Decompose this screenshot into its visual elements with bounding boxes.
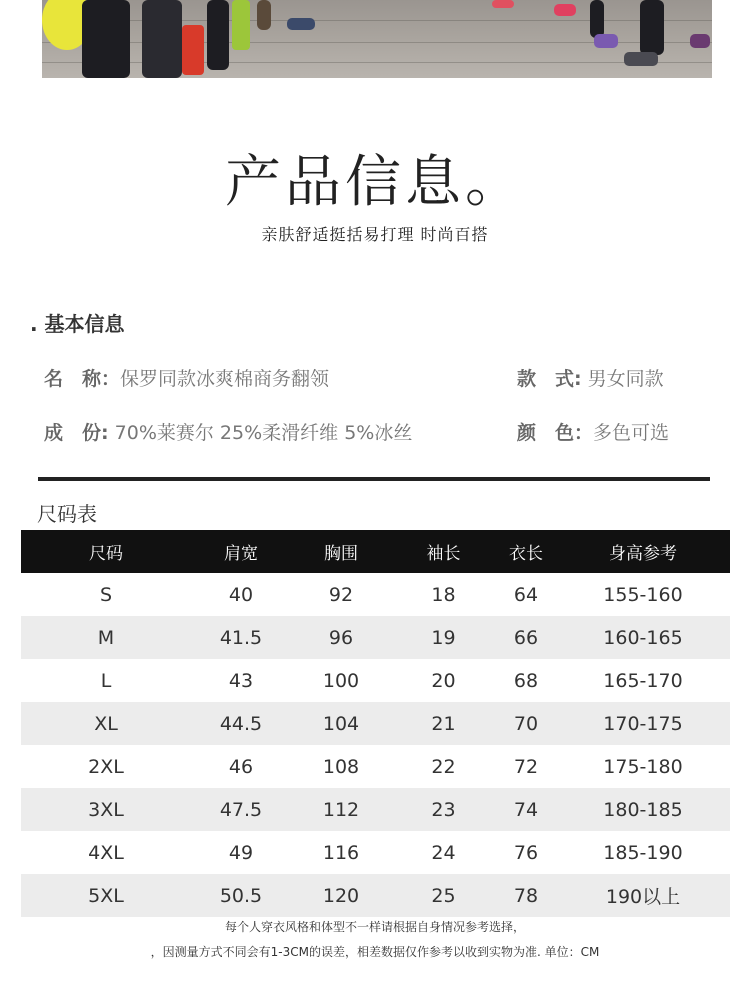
info-color-row xyxy=(517,418,669,445)
name-label: 名 称： xyxy=(44,368,121,390)
cell-chest: 92 xyxy=(291,573,391,616)
cell-sleeve: 22 xyxy=(391,745,496,788)
cell-height: 180-185 xyxy=(556,788,730,831)
cell-size: XL xyxy=(21,702,191,745)
cell-chest: 100 xyxy=(291,659,391,702)
cell-length: 78 xyxy=(496,874,556,917)
cell-size: 5XL xyxy=(21,874,191,917)
basic-info-heading: . 基本信息 xyxy=(30,312,125,336)
cell-shoulder: 46 xyxy=(191,745,291,788)
size-chart-title: 尺码表 xyxy=(37,502,97,526)
table-row xyxy=(21,874,730,917)
material-value: 70%莱赛尔 25%柔滑纤维 5%冰丝 xyxy=(108,422,413,444)
runner-leg xyxy=(257,0,271,30)
size-table xyxy=(21,530,730,917)
table-row xyxy=(21,573,730,616)
runner-leg xyxy=(640,0,664,55)
banner-photo xyxy=(42,0,712,78)
cell-shoulder: 44.5 xyxy=(191,702,291,745)
header-sleeve: 袖长 xyxy=(391,530,496,573)
cell-length: 72 xyxy=(496,745,556,788)
cell-chest: 112 xyxy=(291,788,391,831)
shoe-shape xyxy=(554,4,576,16)
table-row xyxy=(21,616,730,659)
header-length: 衣长 xyxy=(496,530,556,573)
cell-size: S xyxy=(21,573,191,616)
table-row xyxy=(21,745,730,788)
shoe-shape xyxy=(594,34,618,48)
runner-leg xyxy=(142,0,182,78)
color-label: 颜 色： xyxy=(517,422,594,444)
cell-sleeve: 25 xyxy=(391,874,496,917)
cell-length: 76 xyxy=(496,831,556,874)
cell-sleeve: 21 xyxy=(391,702,496,745)
cell-size: 2XL xyxy=(21,745,191,788)
cell-length: 70 xyxy=(496,702,556,745)
name-value: 保罗同款冰爽棉商务翻领 xyxy=(120,368,330,390)
header-size: 尺码 xyxy=(21,530,191,573)
cell-sleeve: 24 xyxy=(391,831,496,874)
runner-leg xyxy=(207,0,229,70)
shoe-shape xyxy=(624,52,658,66)
cell-height: 175-180 xyxy=(556,745,730,788)
cell-height: 155-160 xyxy=(556,573,730,616)
color-value: 多色可选 xyxy=(593,422,670,444)
material-label: 成 份: xyxy=(44,422,109,444)
cell-shoulder: 50.5 xyxy=(191,874,291,917)
cell-size: L xyxy=(21,659,191,702)
footnote-fit: 每个人穿衣风格和体型不一样请根据自身情况参考选择， xyxy=(224,920,525,934)
cell-length: 74 xyxy=(496,788,556,831)
header-chest: 胸围 xyxy=(291,530,391,573)
page-title: 产品信息。 xyxy=(225,150,525,215)
cell-chest: 116 xyxy=(291,831,391,874)
info-name-row xyxy=(44,364,329,391)
cell-chest: 108 xyxy=(291,745,391,788)
cell-length: 64 xyxy=(496,573,556,616)
shoe-shape xyxy=(492,0,514,8)
cell-sleeve: 20 xyxy=(391,659,496,702)
table-row xyxy=(21,702,730,745)
cell-height: 185-190 xyxy=(556,831,730,874)
shoe-shape xyxy=(690,34,710,48)
table-row xyxy=(21,788,730,831)
cell-shoulder: 47.5 xyxy=(191,788,291,831)
shoe-shape xyxy=(287,18,315,30)
cell-shoulder: 49 xyxy=(191,831,291,874)
table-header-row xyxy=(21,530,730,573)
cell-shoulder: 43 xyxy=(191,659,291,702)
cell-height: 170-175 xyxy=(556,702,730,745)
green-bag-shape xyxy=(232,0,250,50)
style-value: 男女同款 xyxy=(581,368,664,390)
section-divider xyxy=(38,477,710,481)
cell-length: 66 xyxy=(496,616,556,659)
runner-leg xyxy=(82,0,130,78)
info-material-row xyxy=(44,418,412,445)
cell-sleeve: 23 xyxy=(391,788,496,831)
page-subtitle: 亲肤舒适挺括易打理 时尚百搭 xyxy=(261,225,489,244)
header-shoulder: 肩宽 xyxy=(191,530,291,573)
info-style-row xyxy=(517,364,664,391)
cell-length: 68 xyxy=(496,659,556,702)
footnote-measure: ，因测量方式不同会有1-3CM的误差，相差数据仅作参考以收到实物为准. 单位：CM xyxy=(150,945,600,959)
cell-height: 190以上 xyxy=(556,874,730,917)
cell-height: 165-170 xyxy=(556,659,730,702)
cell-chest: 96 xyxy=(291,616,391,659)
cell-height: 160-165 xyxy=(556,616,730,659)
table-row xyxy=(21,659,730,702)
cell-shoulder: 41.5 xyxy=(191,616,291,659)
cell-size: M xyxy=(21,616,191,659)
style-label: 款 式: xyxy=(517,368,582,390)
table-row xyxy=(21,831,730,874)
cell-size: 3XL xyxy=(21,788,191,831)
cell-chest: 120 xyxy=(291,874,391,917)
cell-size: 4XL xyxy=(21,831,191,874)
cell-sleeve: 18 xyxy=(391,573,496,616)
cell-sleeve: 19 xyxy=(391,616,496,659)
header-height: 身高参考 xyxy=(556,530,730,573)
cell-shoulder: 40 xyxy=(191,573,291,616)
red-bag-shape xyxy=(182,25,204,75)
runner-leg xyxy=(590,0,604,38)
cell-chest: 104 xyxy=(291,702,391,745)
